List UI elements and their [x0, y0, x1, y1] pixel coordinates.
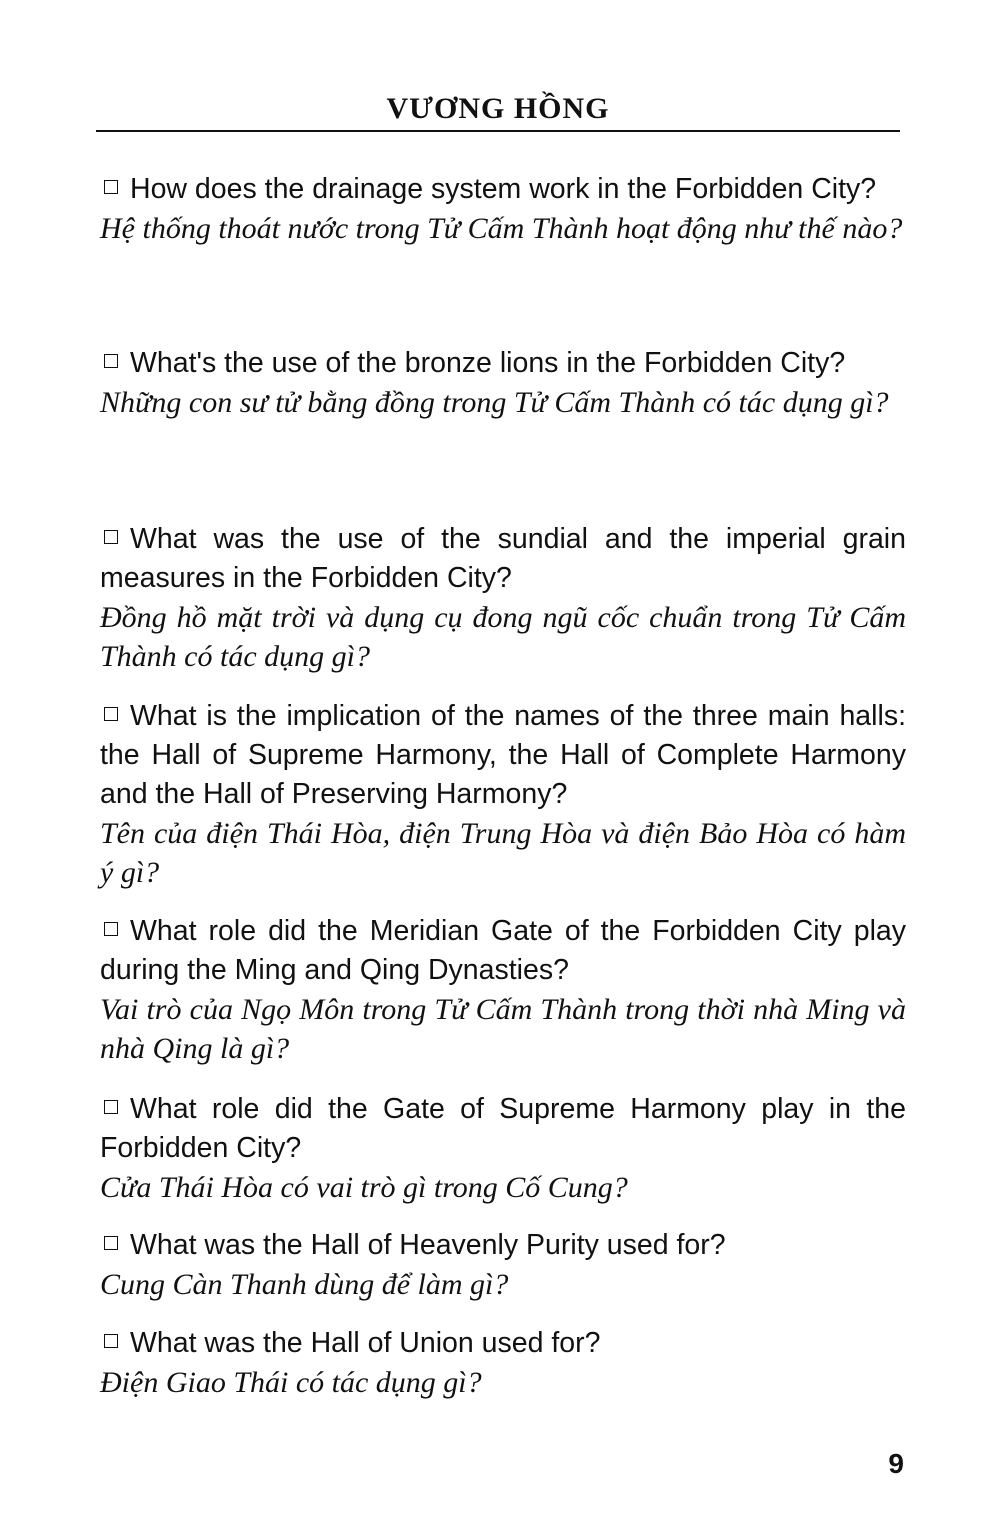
checkbox-icon — [104, 1100, 118, 1114]
question-english-text: What was the Hall of Heavenly Purity used for? — [130, 1229, 726, 1261]
checkbox-icon — [104, 707, 118, 721]
question-item — [100, 344, 906, 422]
question-english-text: What was the use of the sundial and the imperial grain measures in the Forbidden City? — [100, 523, 906, 594]
question-english — [100, 344, 906, 383]
checkbox-icon — [104, 922, 118, 936]
question-english-text: What was the Hall of Union used for? — [130, 1327, 601, 1359]
question-english-text: What role did the Gate of Supreme Harmony play in the Forbidden City? — [100, 1093, 906, 1164]
question-english-text: What is the implication of the names of the three main halls: the Hall of Supreme Harmony, the Hall of Complete Harmony and the Hall of Preserving Harmony? — [100, 700, 906, 810]
question-item — [100, 1324, 906, 1402]
question-item — [100, 1090, 906, 1207]
checkbox-icon — [104, 1236, 118, 1250]
checkbox-icon — [104, 180, 118, 194]
checkbox-icon — [104, 530, 118, 544]
question-vietnamese: Điện Giao Thái có tác dụng gì? — [100, 1366, 482, 1399]
question-vietnamese: Những con sư tử bằng đồng trong Tử Cấm Thành có tác dụng gì? — [100, 386, 889, 419]
question-english — [100, 1226, 906, 1265]
question-english — [100, 912, 906, 990]
running-header: VƯƠNG HỒNG — [386, 92, 610, 125]
question-vietnamese: Vai trò của Ngọ Môn trong Tử Cấm Thành trong thời nhà Ming và nhà Qing là gì? — [100, 993, 906, 1065]
question-english-text: What's the use of the bronze lions in the Forbidden City? — [130, 347, 846, 379]
question-english — [100, 697, 906, 814]
question-english — [100, 520, 906, 598]
question-item — [100, 520, 906, 676]
question-item — [100, 912, 906, 1068]
question-english-text: How does the drainage system work in the Forbidden City? — [130, 173, 877, 205]
question-english-text: What role did the Meridian Gate of the Forbidden City play during the Ming and Qing Dynasties? — [100, 915, 906, 986]
question-vietnamese: Đồng hồ mặt trời và dụng cụ đong ngũ cốc chuẩn trong Tử Cấm Thành có tác dụng gì? — [100, 601, 906, 673]
checkbox-icon — [104, 1334, 118, 1348]
question-english — [100, 1090, 906, 1168]
question-vietnamese: Tên của điện Thái Hòa, điện Trung Hòa và điện Bảo Hòa có hàm ý gì? — [100, 817, 906, 889]
question-item — [100, 1226, 906, 1304]
question-item — [100, 697, 906, 892]
question-vietnamese: Hệ thống thoát nước trong Tử Cấm Thành hoạt động như thế nào? — [100, 212, 903, 245]
question-vietnamese: Cung Càn Thanh dùng để làm gì? — [100, 1268, 509, 1301]
checkbox-icon — [104, 354, 118, 368]
page-number: 9 — [888, 1448, 904, 1479]
question-english — [100, 170, 906, 209]
header-rule — [96, 130, 900, 132]
question-vietnamese: Cửa Thái Hòa có vai trò gì trong Cố Cung? — [100, 1171, 628, 1204]
question-item — [100, 170, 906, 248]
question-english — [100, 1324, 906, 1363]
